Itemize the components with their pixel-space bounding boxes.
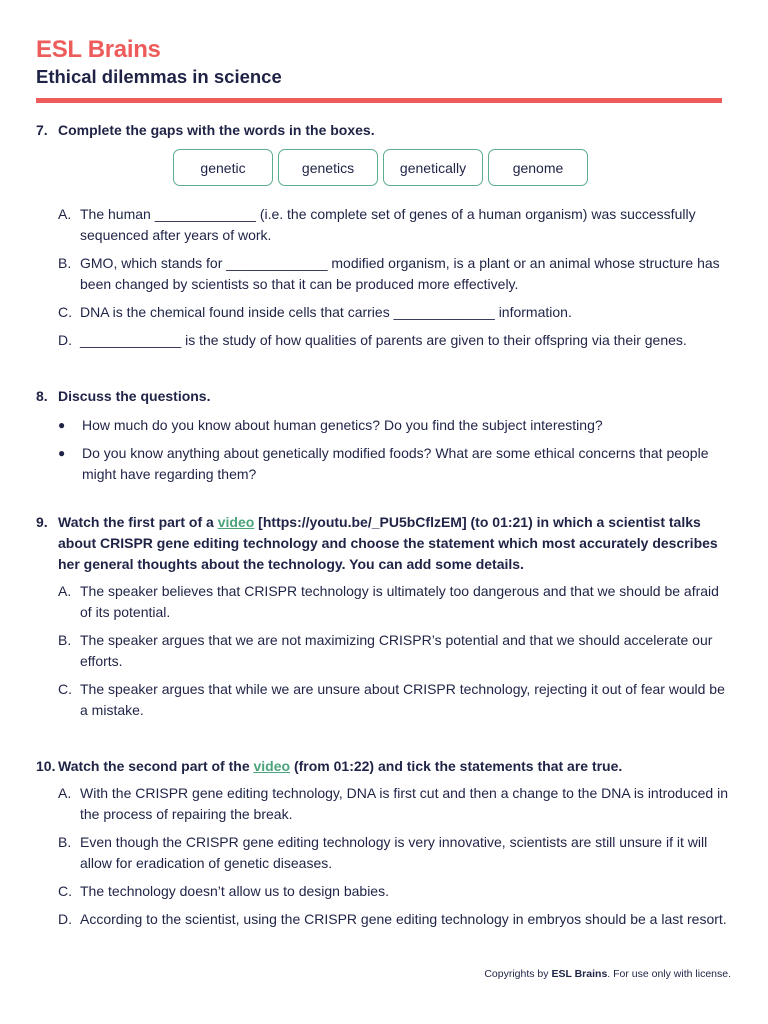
question-number: 10. — [36, 758, 56, 774]
bullet-icon: ● — [58, 418, 66, 432]
item-letter: A. — [58, 206, 72, 222]
item-letter: B. — [58, 255, 72, 271]
list-item — [36, 330, 732, 351]
list-item — [36, 881, 732, 902]
question-instruction — [58, 512, 732, 575]
instruction-text: Watch the first part of a — [58, 514, 218, 530]
instruction-text: [https://youtu.be/_PU5bCflzEM] (to 01:21) in which a scientist talks about CRISPR gene editing technology and choose the statement which most accurately describes her general thoughts about the technology. You can add some details. — [58, 514, 718, 572]
question-7 — [36, 120, 732, 141]
item-text: The speaker argues that while we are unsure about CRISPR technology, rejecting it out of fear would be a mistake. — [80, 681, 725, 718]
question-9 — [36, 512, 732, 728]
video-link[interactable]: video — [217, 514, 255, 530]
footer-brand: ESL Brains — [551, 968, 608, 980]
question-number: 7. — [36, 122, 48, 138]
question-number: 8. — [36, 388, 48, 404]
question-7-items — [36, 204, 732, 358]
list-item — [36, 679, 732, 721]
item-letter: C. — [58, 681, 72, 697]
question-instruction: Complete the gaps with the words in the boxes. — [58, 122, 375, 138]
question-instruction — [58, 756, 732, 777]
word-bank — [173, 149, 588, 186]
word-box: genetic — [173, 149, 273, 186]
item-text: _____________ is the study of how qualities of parents are given to their offspring via their genes. — [80, 332, 687, 348]
item-text: How much do you know about human genetics? Do you find the subject interesting? — [82, 417, 603, 433]
list-item — [36, 909, 732, 930]
list-item — [36, 204, 732, 246]
item-text: DNA is the chemical found inside cells that carries _____________ information. — [80, 304, 572, 320]
word-box: genetics — [278, 149, 378, 186]
bullet-item — [36, 415, 732, 436]
item-letter: B. — [58, 834, 72, 850]
question-8 — [36, 386, 732, 492]
brand-logo: ESL Brains — [36, 36, 161, 63]
bullet-icon: ● — [58, 446, 66, 460]
list-item — [36, 630, 732, 672]
item-text: The technology doesn’t allow us to design babies. — [80, 883, 389, 899]
list-item — [36, 783, 732, 825]
list-item — [36, 581, 732, 623]
list-item — [36, 302, 732, 323]
instruction-text: Watch the second part of the — [58, 758, 254, 774]
item-text: Do you know anything about genetically modified foods? What are some ethical concerns that people might have regarding them? — [82, 445, 709, 482]
item-text: The speaker believes that CRISPR technology is ultimately too dangerous and that we should be afraid of its potential. — [80, 583, 719, 620]
item-text: Even though the CRISPR gene editing technology is very innovative, scientists are still unsure if it will allow for eradication of genetic diseases. — [80, 834, 708, 871]
item-letter: C. — [58, 304, 72, 320]
item-text: The speaker argues that we are not maximizing CRISPR’s potential and that we should accelerate our efforts. — [80, 632, 713, 669]
footer-text: Copyrights by — [484, 968, 552, 980]
bullet-item — [36, 443, 732, 485]
header-divider — [36, 98, 722, 103]
question-10 — [36, 756, 732, 937]
footer-text: . For use only with license. — [607, 968, 731, 980]
item-text: According to the scientist, using the CRISPR gene editing technology in embryos should be a last resort. — [80, 911, 727, 927]
word-box: genome — [488, 149, 588, 186]
item-letter: C. — [58, 883, 72, 899]
item-letter: D. — [58, 911, 72, 927]
item-letter: D. — [58, 332, 72, 348]
item-text: With the CRISPR gene editing technology, DNA is first cut and then a change to the DNA is introduced in the process of repairing the break. — [80, 785, 728, 822]
item-letter: A. — [58, 785, 72, 801]
item-text: The human _____________ (i.e. the complete set of genes of a human organism) was successfully sequenced after years of work. — [80, 206, 696, 243]
video-link[interactable]: video — [253, 758, 291, 774]
copyright-footer — [484, 968, 731, 980]
item-text: GMO, which stands for _____________ modified organism, is a plant or an animal whose structure has been changed by scientists so that it can be produced more effectively. — [80, 255, 720, 292]
word-box: genetically — [383, 149, 483, 186]
list-item — [36, 253, 732, 295]
list-item — [36, 832, 732, 874]
question-instruction: Discuss the questions. — [58, 388, 211, 404]
item-letter: B. — [58, 632, 72, 648]
question-number: 9. — [36, 514, 48, 530]
item-letter: A. — [58, 583, 72, 599]
page-title: Ethical dilemmas in science — [36, 66, 282, 87]
instruction-text: (from 01:22) and tick the statements that are true. — [290, 758, 623, 774]
